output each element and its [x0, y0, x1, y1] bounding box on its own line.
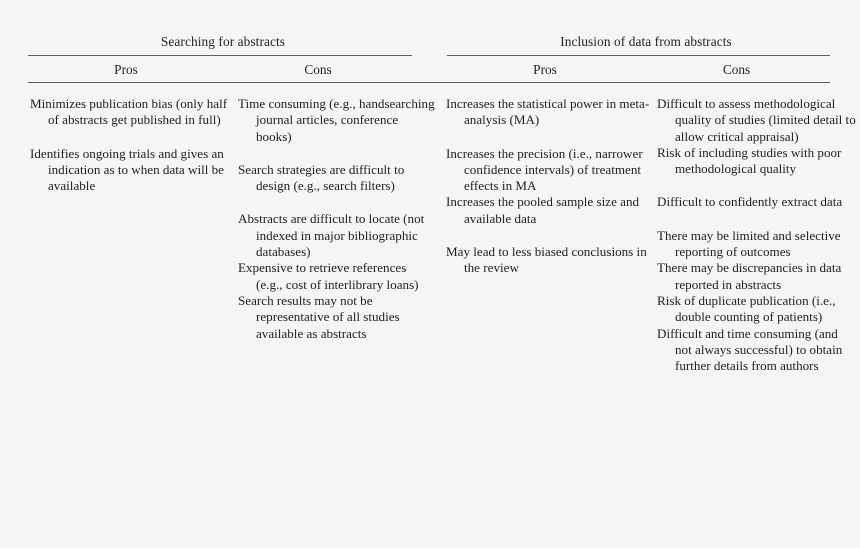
group-title-inclusion: Inclusion of data from abstracts	[560, 34, 732, 49]
column-header-inclusion-cons: Cons	[722, 62, 751, 77]
column-searching-cons	[238, 96, 435, 374]
list-item: Risk of including studies with poor methodological quality	[657, 144, 842, 177]
header-bottom-rule	[28, 82, 830, 83]
list-item: Difficult to confidently extract data	[657, 194, 843, 210]
group-rule-right	[447, 55, 830, 56]
column-header-inclusion-pros: Pros	[533, 62, 557, 77]
list-item: May lead to less biased conclusions in the review	[446, 244, 647, 276]
list-item: Search results may not be representative of all studies available as abstracts	[238, 292, 400, 341]
list-item: Identifies ongoing trials and gives an indication as to when data will be available	[30, 145, 224, 194]
list-item: Difficult to assess methodological quality of studies (limited detail to allow critical appraisal)	[657, 96, 856, 144]
column-searching-pros	[30, 96, 233, 374]
group-rule-row	[0, 55, 860, 56]
list-item: Time consuming (e.g., handsearching journal articles, conference books)	[238, 96, 435, 144]
list-item: There may be limited and selective reporting of outcomes	[657, 227, 841, 260]
list-item: Increases the pooled sample size and available data	[446, 194, 640, 226]
list-item: Minimizes publication bias (only half of abstracts get published in full)	[30, 96, 228, 128]
column-inclusion-cons	[657, 96, 857, 374]
group-title-searching: Searching for abstracts	[160, 34, 286, 49]
column-header-searching-cons: Cons	[304, 62, 332, 77]
group-rule-left	[28, 55, 412, 56]
table-body	[0, 96, 860, 374]
list-item: Expensive to retrieve references (e.g., cost of interlibrary loans)	[238, 260, 419, 292]
list-item: Abstracts are difficult to locate (not indexed in major bibliographic databases)	[238, 211, 425, 260]
column-inclusion-pros	[446, 96, 650, 374]
subheader-row	[0, 62, 860, 78]
column-header-searching-pros: Pros	[114, 62, 138, 77]
list-item: Difficult and time consuming (and not always successful) to obtain further details from authors	[657, 325, 843, 374]
list-item: Risk of duplicate publication (i.e., double counting of patients)	[657, 292, 836, 325]
list-item: There may be discrepancies in data reported in abstracts	[657, 260, 842, 292]
list-item: Increases the precision (i.e., narrower confidence intervals) of treatment effects in MA	[446, 145, 643, 194]
group-header-row	[0, 0, 860, 50]
list-item: Increases the statistical power in meta-analysis (MA)	[446, 96, 650, 128]
list-item: Search strategies are difficult to design (e.g., search filters)	[238, 161, 405, 194]
